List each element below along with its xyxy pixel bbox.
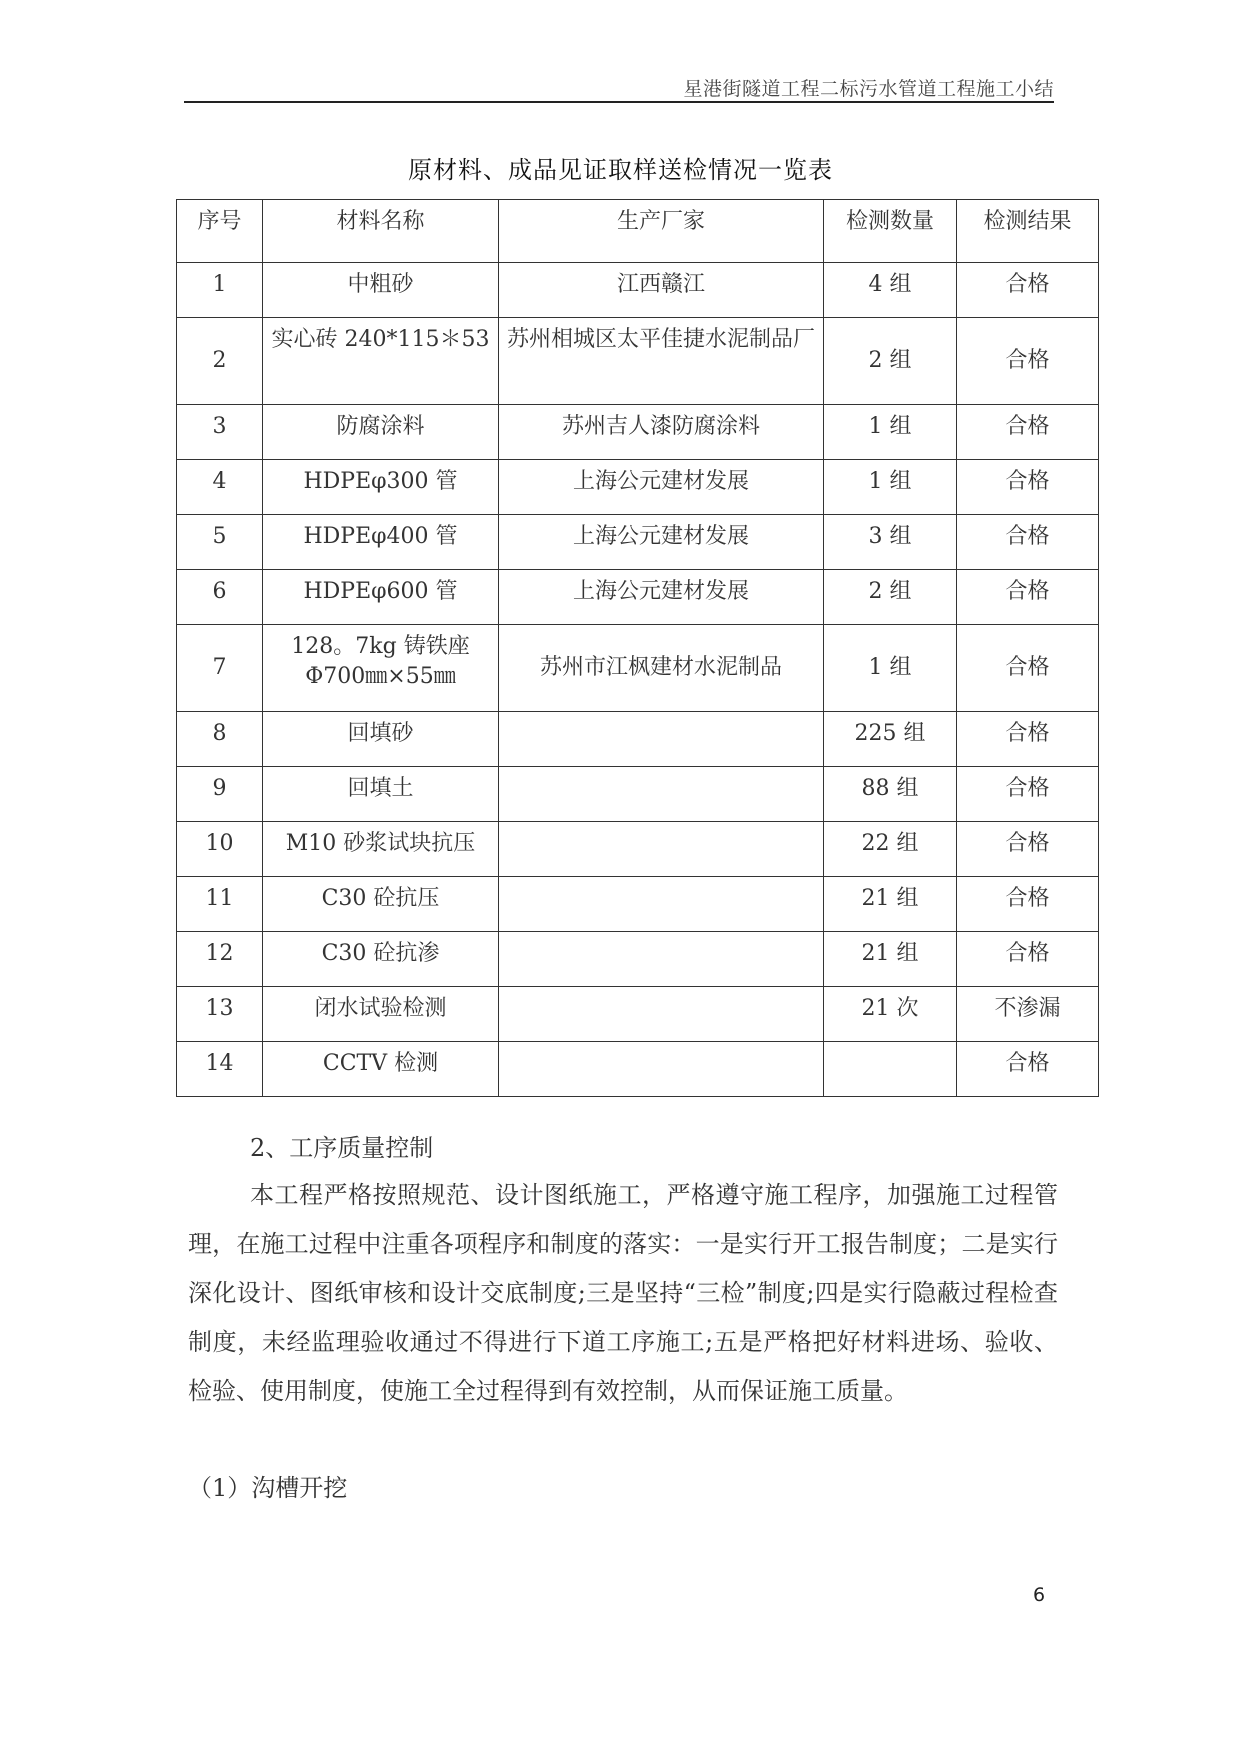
cell-name: HDPEφ600 管: [263, 570, 499, 625]
header-rule: [184, 101, 1054, 103]
cell-result: 合格: [957, 625, 1099, 712]
cell-no: 6: [177, 570, 263, 625]
section-paragraph: 本工程严格按照规范、设计图纸施工，严格遵守施工程序，加强施工过程管理，在施工过程中注重各项程序和制度的落实：一是实行开工报告制度；二是实行深化设计、图纸审核和设计交底制度;三是坚持“三检”制度;四是实行隐蔽过程检查制度，未经监理验收通过不得进行下道工序施工;五是严格把好材料进场、验收、检验、使用制度，使施工全过程得到有效控制，从而保证施工质量。: [188, 1181, 1058, 1405]
sub-heading: （1）沟槽开挖: [188, 1474, 348, 1502]
inspection-table: [176, 199, 1099, 1097]
cell-maker: 苏州吉人漆防腐涂料: [499, 405, 824, 460]
table-row: [177, 1042, 1099, 1097]
cell-name: CCTV 检测: [263, 1042, 499, 1097]
cell-maker: [499, 1042, 824, 1097]
cell-qty: 1 组: [824, 625, 957, 712]
cell-no: 7: [177, 625, 263, 712]
cell-name: 中粗砂: [263, 263, 499, 318]
cell-maker: 苏州相城区太平佳捷水泥制品厂: [499, 318, 824, 405]
cell-no: 12: [177, 932, 263, 987]
cell-result: 不渗漏: [957, 987, 1099, 1042]
cell-no: 2: [177, 318, 263, 405]
table-row: [177, 515, 1099, 570]
cell-result: 合格: [957, 712, 1099, 767]
cell-no: 1: [177, 263, 263, 318]
table-row: [177, 570, 1099, 625]
cell-qty: 2 组: [824, 570, 957, 625]
table-row: [177, 877, 1099, 932]
cell-name: M10 砂浆试块抗压: [263, 822, 499, 877]
cell-result: 合格: [957, 405, 1099, 460]
cell-maker: [499, 712, 824, 767]
table-row: [177, 318, 1099, 405]
cell-no: 4: [177, 460, 263, 515]
cell-no: 5: [177, 515, 263, 570]
cell-maker: 上海公元建材发展: [499, 570, 824, 625]
running-header: 星港街隧道工程二标污水管道工程施工小结: [683, 78, 1054, 100]
cell-result: 合格: [957, 822, 1099, 877]
cell-result: 合格: [957, 932, 1099, 987]
cell-no: 11: [177, 877, 263, 932]
cell-no: 14: [177, 1042, 263, 1097]
cell-qty: 21 次: [824, 987, 957, 1042]
cell-maker: [499, 877, 824, 932]
table-title: 原材料、成品见证取样送检情况一览表: [408, 156, 833, 184]
cell-name: 闭水试验检测: [263, 987, 499, 1042]
cell-qty: 88 组: [824, 767, 957, 822]
cell-name: HDPEφ400 管: [263, 515, 499, 570]
page-number: 6: [1033, 1584, 1046, 1606]
cell-maker: 苏州市江枫建材水泥制品: [499, 625, 824, 712]
cell-maker: [499, 987, 824, 1042]
table-row: [177, 932, 1099, 987]
table-row: [177, 822, 1099, 877]
cell-maker: [499, 932, 824, 987]
cell-no: 9: [177, 767, 263, 822]
table-row: [177, 405, 1099, 460]
column-header-maker: 生产厂家: [499, 200, 824, 263]
cell-qty: 3 组: [824, 515, 957, 570]
table-row: [177, 712, 1099, 767]
cell-result: 合格: [957, 877, 1099, 932]
cell-qty: 1 组: [824, 460, 957, 515]
column-header-result: 检测结果: [957, 200, 1099, 263]
cell-name: 实心砖 240*115＊53: [263, 318, 499, 405]
cell-maker: 上海公元建材发展: [499, 460, 824, 515]
cell-no: 13: [177, 987, 263, 1042]
cell-qty: 21 组: [824, 877, 957, 932]
cell-name: 防腐涂料: [263, 405, 499, 460]
table-row: [177, 987, 1099, 1042]
cell-maker: [499, 822, 824, 877]
cell-no: 10: [177, 822, 263, 877]
cell-result: 合格: [957, 767, 1099, 822]
cell-name: 回填土: [263, 767, 499, 822]
cell-qty: 1 组: [824, 405, 957, 460]
section-heading: 2、工序质量控制: [250, 1134, 434, 1162]
column-header-qty: 检测数量: [824, 200, 957, 263]
cell-qty: 21 组: [824, 932, 957, 987]
cell-maker: 上海公元建材发展: [499, 515, 824, 570]
table-row: [177, 460, 1099, 515]
cell-name: 128。7kg 铸铁座Φ700㎜×55㎜: [263, 625, 499, 712]
cell-qty: [824, 1042, 957, 1097]
column-header-name: 材料名称: [263, 200, 499, 263]
cell-qty: 225 组: [824, 712, 957, 767]
cell-name: 回填砂: [263, 712, 499, 767]
cell-maker: 江西赣江: [499, 263, 824, 318]
cell-no: 8: [177, 712, 263, 767]
table-row: [177, 263, 1099, 318]
cell-result: 合格: [957, 1042, 1099, 1097]
table-header-row: [177, 200, 1099, 263]
column-header-no: 序号: [177, 200, 263, 263]
cell-maker: [499, 767, 824, 822]
cell-no: 3: [177, 405, 263, 460]
cell-name: HDPEφ300 管: [263, 460, 499, 515]
cell-result: 合格: [957, 515, 1099, 570]
cell-qty: 4 组: [824, 263, 957, 318]
cell-name: C30 砼抗渗: [263, 932, 499, 987]
cell-qty: 2 组: [824, 318, 957, 405]
cell-name: C30 砼抗压: [263, 877, 499, 932]
table-row: [177, 767, 1099, 822]
cell-result: 合格: [957, 263, 1099, 318]
cell-qty: 22 组: [824, 822, 957, 877]
cell-result: 合格: [957, 570, 1099, 625]
table-row: [177, 625, 1099, 712]
cell-result: 合格: [957, 318, 1099, 405]
cell-result: 合格: [957, 460, 1099, 515]
